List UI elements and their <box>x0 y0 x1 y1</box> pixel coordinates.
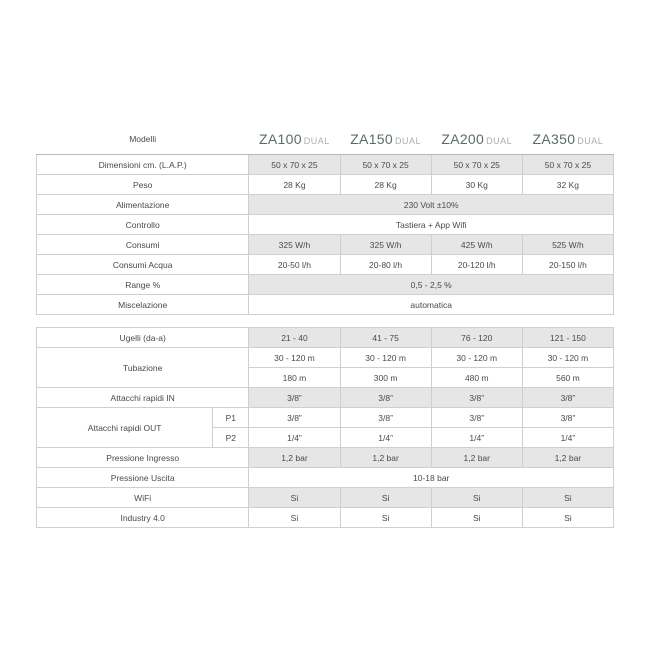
table-row <box>37 488 614 508</box>
cell: 30 - 120 m <box>431 348 522 368</box>
cell-span: 230 Volt ±10% <box>249 195 614 215</box>
row-label: Pressione Uscita <box>37 468 249 488</box>
table-row <box>37 468 614 488</box>
cell: 30 Kg <box>431 175 522 195</box>
cell: 20-50 l/h <box>249 255 340 275</box>
row-label: Consumi <box>37 235 249 255</box>
cell: 28 Kg <box>340 175 431 195</box>
row-label: Peso <box>37 175 249 195</box>
cell: Si <box>249 488 340 508</box>
cell: Si <box>249 508 340 528</box>
cell: 525 W/h <box>522 235 613 255</box>
table-row <box>37 328 614 348</box>
specifications-table <box>36 124 614 528</box>
cell-span: 0,5 - 2,5 % <box>249 275 614 295</box>
row-label: Attacchi rapidi IN <box>37 388 249 408</box>
cell: 32 Kg <box>522 175 613 195</box>
model-name: ZA200 <box>441 131 485 147</box>
cell: 41 - 75 <box>340 328 431 348</box>
cell: 20-120 l/h <box>431 255 522 275</box>
row-label: Pressione Ingresso <box>37 448 249 468</box>
row-label: Controllo <box>37 215 249 235</box>
cell: Si <box>431 488 522 508</box>
model-name: ZA100 <box>259 131 302 147</box>
cell: 50 x 70 x 25 <box>522 155 613 175</box>
cell: 3/8” <box>249 408 340 428</box>
table-row <box>37 388 614 408</box>
cell: 3/8” <box>340 388 431 408</box>
table-row <box>37 195 614 215</box>
page-title: Modelli <box>37 124 249 155</box>
row-sublabel-p2: P2 <box>213 428 249 448</box>
cell: Si <box>431 508 522 528</box>
model-suffix: DUAL <box>394 136 421 146</box>
table-row <box>37 508 614 528</box>
row-label: Ugelli (da-a) <box>37 328 249 348</box>
cell-span: automatica <box>249 295 614 315</box>
cell-span: 10-18 bar <box>249 468 614 488</box>
table-row <box>37 215 614 235</box>
cell: 180 m <box>249 368 340 388</box>
model-suffix: DUAL <box>486 136 513 146</box>
table-row <box>37 175 614 195</box>
cell: 1/4” <box>431 428 522 448</box>
cell: 325 W/h <box>340 235 431 255</box>
cell: 480 m <box>431 368 522 388</box>
cell: 121 - 150 <box>522 328 613 348</box>
cell: 21 - 40 <box>249 328 340 348</box>
model-header-1 <box>340 124 431 155</box>
cell: 1/4” <box>340 428 431 448</box>
cell: 1,2 bar <box>431 448 522 468</box>
cell: 20-80 l/h <box>340 255 431 275</box>
row-label: Range % <box>37 275 249 295</box>
cell: Si <box>340 508 431 528</box>
cell: 1,2 bar <box>249 448 340 468</box>
table-row <box>37 255 614 275</box>
row-label: Tubazione <box>37 348 249 388</box>
table-row <box>37 448 614 468</box>
model-header-0 <box>249 124 340 155</box>
row-label: Attacchi rapidi OUT <box>37 408 213 448</box>
row-label: Miscelazione <box>37 295 249 315</box>
cell: 300 m <box>340 368 431 388</box>
cell: 30 - 120 m <box>249 348 340 368</box>
row-label: Alimentazione <box>37 195 249 215</box>
cell: 3/8” <box>249 388 340 408</box>
cell: 1/4” <box>522 428 613 448</box>
row-label: Consumi Acqua <box>37 255 249 275</box>
model-name: ZA150 <box>350 131 393 147</box>
cell: 3/8” <box>431 408 522 428</box>
cell: Si <box>340 488 431 508</box>
table-row <box>37 348 614 368</box>
row-sublabel-p1: P1 <box>213 408 249 428</box>
cell: 50 x 70 x 25 <box>431 155 522 175</box>
table-row <box>37 235 614 255</box>
cell: 76 - 120 <box>431 328 522 348</box>
row-label: Dimensioni cm. (L.A.P.) <box>37 155 249 175</box>
cell: 1,2 bar <box>340 448 431 468</box>
cell: 3/8” <box>522 408 613 428</box>
cell-span: Tastiera + App Wifi <box>249 215 614 235</box>
cell: 30 - 120 m <box>522 348 613 368</box>
model-suffix: DUAL <box>577 136 604 146</box>
table-row <box>37 155 614 175</box>
model-suffix: DUAL <box>303 136 330 146</box>
table-row <box>37 275 614 295</box>
table-row <box>37 295 614 315</box>
cell: 20-150 l/h <box>522 255 613 275</box>
model-name: ZA350 <box>532 131 576 147</box>
cell: 1/4” <box>249 428 340 448</box>
cell: 425 W/h <box>431 235 522 255</box>
table-gap <box>37 315 614 328</box>
row-label: Industry 4.0 <box>37 508 249 528</box>
cell: 325 W/h <box>249 235 340 255</box>
cell: 30 - 120 m <box>340 348 431 368</box>
model-header-2 <box>431 124 522 155</box>
cell: 50 x 70 x 25 <box>340 155 431 175</box>
cell: 28 Kg <box>249 175 340 195</box>
table-row <box>37 408 614 428</box>
cell: 50 x 70 x 25 <box>249 155 340 175</box>
table-header-row <box>37 124 614 155</box>
cell: 3/8” <box>431 388 522 408</box>
cell: 1,2 bar <box>522 448 613 468</box>
cell: 3/8” <box>522 388 613 408</box>
cell: Si <box>522 488 613 508</box>
cell: 3/8” <box>340 408 431 428</box>
cell: Si <box>522 508 613 528</box>
row-label: WiFi <box>37 488 249 508</box>
cell: 560 m <box>522 368 613 388</box>
model-header-3 <box>522 124 613 155</box>
